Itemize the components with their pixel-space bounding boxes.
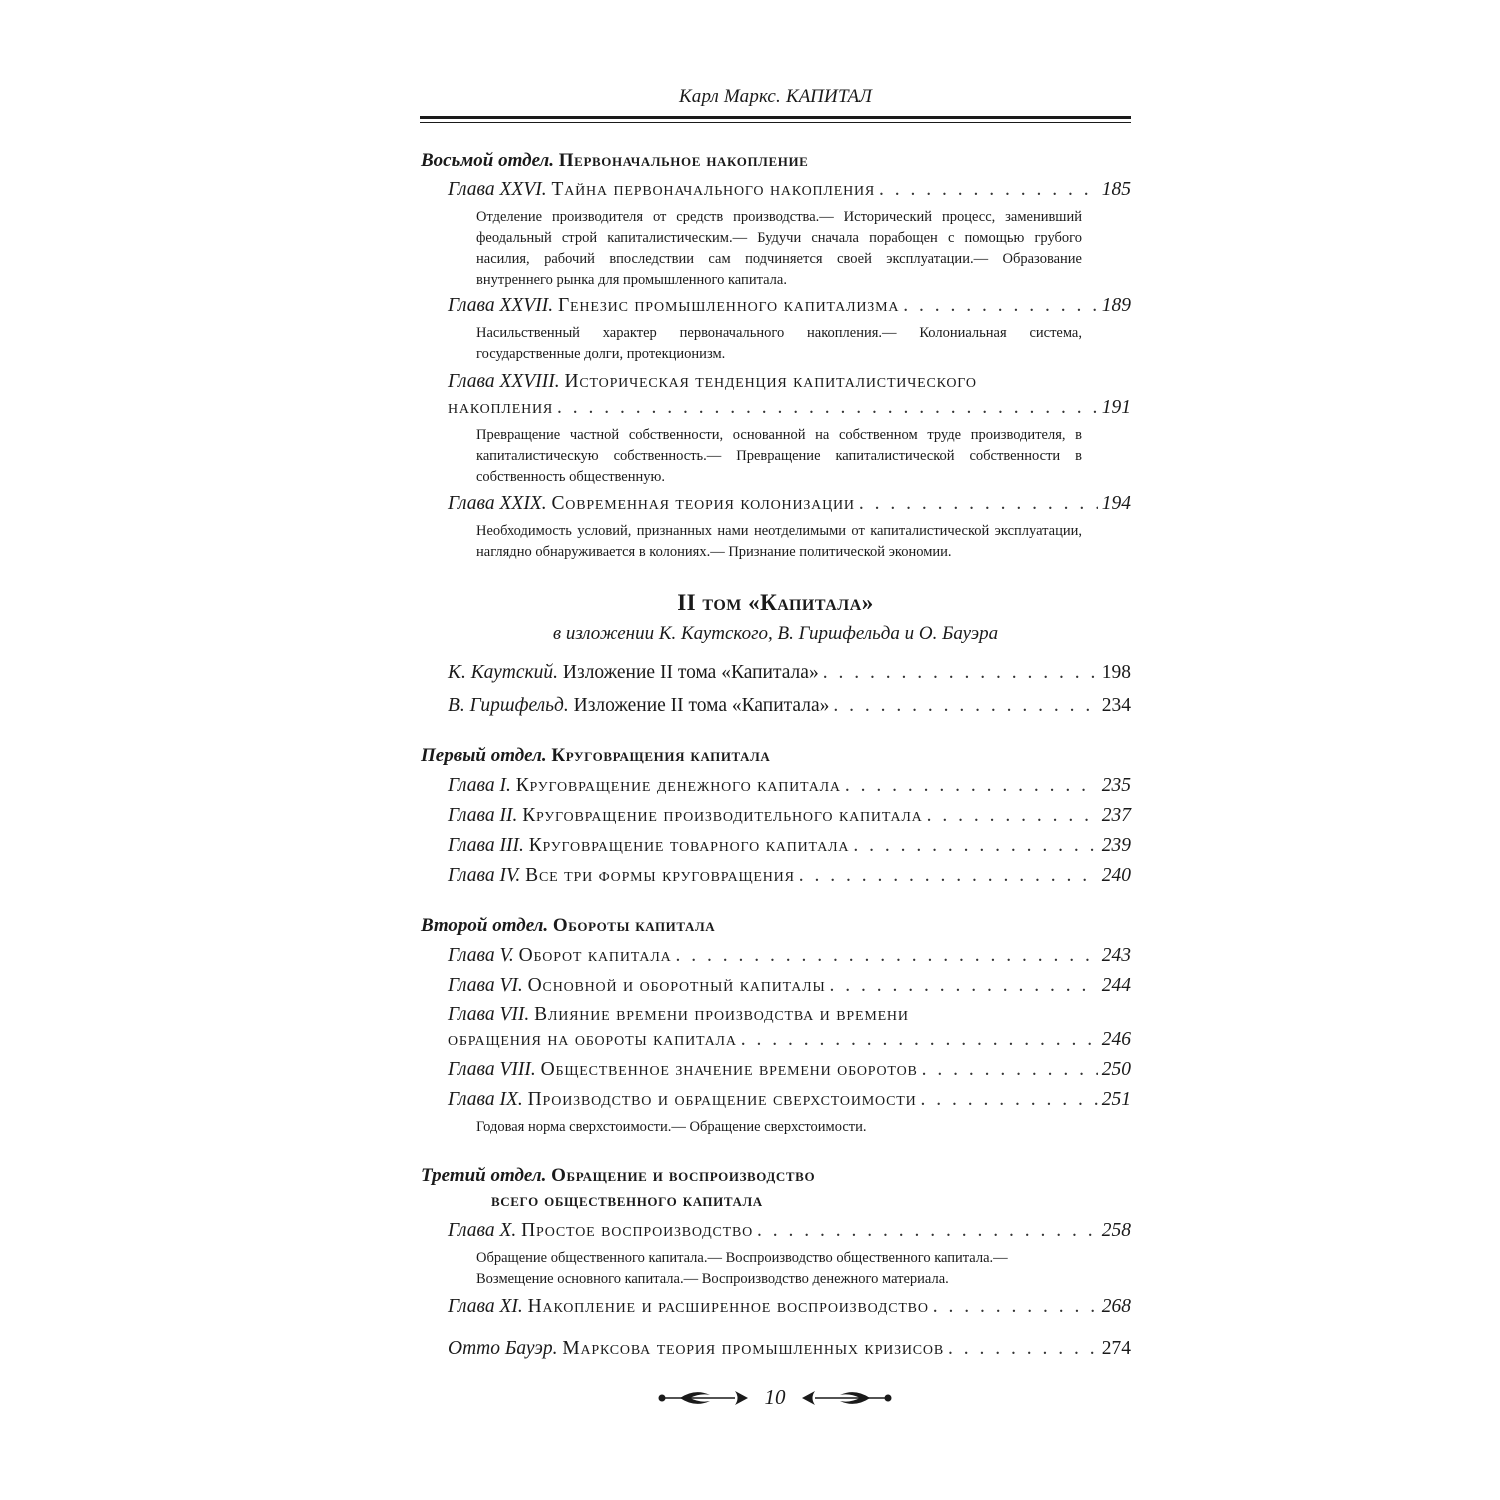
toc-entry-ch27[interactable] — [448, 295, 1131, 317]
chapter-label: Глава VII. — [448, 1004, 530, 1025]
chapter-label: Глава XXIX. — [448, 493, 547, 514]
chapter-title: Основной и оборотный капиталы — [527, 975, 826, 996]
dot-leader — [853, 835, 1097, 857]
page-number: 194 — [1101, 493, 1131, 514]
chapter-label: Глава IX. — [448, 1089, 523, 1110]
entry-title: Изложение II тома «Капитала» — [573, 695, 830, 716]
section-label: Восьмой отдел. — [421, 150, 555, 171]
toc-entry-c9[interactable] — [448, 1089, 1131, 1111]
dot-leader — [741, 1029, 1098, 1051]
section-title: Первоначальное накопление — [558, 150, 809, 171]
chapter-label: Глава XXVII. — [448, 295, 554, 316]
dot-leader — [927, 805, 1098, 827]
toc-entry-c2[interactable] — [448, 805, 1131, 827]
chapter-title: Историческая тенденция капиталистического — [564, 371, 977, 392]
chapter-title: Оборот капитала — [518, 945, 672, 966]
volume-subtitle: в изложении К. Каутского, В. Гиршфельда и О. Бауэра — [552, 623, 999, 644]
toc-entry-c1[interactable] — [448, 775, 1131, 797]
chapter-label: Глава II. — [448, 805, 518, 826]
header-rule-thin — [420, 122, 1131, 123]
chapter-label: Глава XXVI. — [448, 179, 547, 200]
dot-leader — [557, 397, 1098, 419]
section-title-continued: всего общественного капитала — [491, 1190, 763, 1211]
dot-leader — [799, 865, 1098, 887]
entry-title: Марксова теория промышленных кризисов — [562, 1338, 944, 1359]
toc-entry-c6[interactable] — [448, 975, 1131, 997]
chapter-summary-line: Обращение общественного капитала.— Воспроизводство общественного капитала.— — [476, 1250, 1008, 1266]
chapter-summary: Годовая норма сверхстоимости.— Обращение сверхстоимости. — [476, 1119, 867, 1135]
page-number: 268 — [1101, 1296, 1131, 1317]
page-number: 240 — [1101, 865, 1131, 886]
dot-leader — [829, 975, 1097, 997]
page-number: 239 — [1101, 835, 1131, 856]
toc-entry-c10[interactable] — [448, 1220, 1131, 1242]
dot-leader — [859, 493, 1098, 515]
chapter-title: Современная теория колонизации — [551, 493, 855, 514]
page-number: 251 — [1101, 1089, 1131, 1110]
page-number: 235 — [1101, 775, 1131, 796]
page-footer — [640, 1383, 910, 1413]
section-heading-1 — [421, 745, 770, 767]
toc-entry-hirschfeld[interactable] — [448, 695, 1131, 717]
page-number: 246 — [1101, 1029, 1131, 1050]
dot-leader — [879, 179, 1098, 201]
chapter-summary: Насильственный характер первоначального накопления.— Колониальная система, государственные долги, протекционизм. — [476, 325, 1082, 362]
chapter-title: Накопление и расширенное воспроизводство — [527, 1296, 929, 1317]
chapter-summary: Необходимость условий, признанных нами неотделимыми от капиталистической эксплуатации, наглядно обнаруживается в колониях.— Признание политической экономии. — [476, 523, 1082, 560]
page-number: 185 — [1101, 179, 1131, 200]
section-title: Обороты капитала — [552, 915, 716, 936]
chapter-title: Влияние времени производства и времени — [534, 1004, 909, 1025]
chapter-summary-line: Возмещение основного капитала.— Воспроизводство денежного материала. — [476, 1271, 949, 1287]
chapter-title: Простое воспроизводство — [521, 1220, 754, 1241]
dot-leader — [933, 1296, 1098, 1318]
chapter-title: Круговращение производительного капитала — [522, 805, 923, 826]
chapter-title-continued: обращения на обороты капитала — [448, 1029, 737, 1050]
dot-leader — [920, 1089, 1097, 1111]
chapter-label: Глава V. — [448, 945, 514, 966]
page-number-footer: 10 — [764, 1385, 786, 1409]
page-number: 250 — [1101, 1059, 1131, 1080]
toc-entry-bauer[interactable] — [448, 1338, 1131, 1360]
chapter-title: Производство и обращение сверхстоимости — [527, 1089, 917, 1110]
author-label: Отто Бауэр. — [448, 1338, 558, 1359]
dot-leader — [948, 1338, 1098, 1360]
chapter-summary — [476, 1248, 1082, 1290]
dot-leader — [823, 662, 1098, 684]
toc-entry-c4[interactable] — [448, 865, 1131, 887]
toc-entry-kautsky[interactable] — [448, 662, 1131, 684]
dot-leader — [833, 695, 1097, 717]
chapter-label: Глава III. — [448, 835, 524, 856]
chapter-label: Глава VI. — [448, 975, 523, 996]
chapter-title: Генезис промышленного капитализма — [557, 295, 900, 316]
toc-entry-c7[interactable] — [448, 1029, 1131, 1051]
toc-entry-c7-line1[interactable] — [448, 1004, 909, 1026]
section-heading-3 — [421, 1165, 815, 1187]
volume-title: II том «Капитала» — [677, 590, 874, 615]
page-number: 191 — [1101, 397, 1131, 418]
dot-leader — [903, 295, 1097, 317]
toc-entry-ch26[interactable] — [448, 179, 1131, 201]
page-number: 198 — [1101, 662, 1131, 683]
section-label: Второй отдел. — [421, 915, 549, 936]
chapter-summary: Отделение производителя от средств производства.— Исторический процесс, заменивший феодальный строй капиталистическим.— Будучи сначала порабощен с помощью грубого насилия, рабочий впоследствии сам подчиняется своей эксплуатации.— Образование внутреннего рынка для промышленного капитала. — [476, 209, 1082, 288]
chapter-label: Глава VIII. — [448, 1059, 536, 1080]
toc-entry-c11[interactable] — [448, 1296, 1131, 1318]
chapter-title-continued: накопления — [448, 397, 554, 418]
page-number: 243 — [1101, 945, 1131, 966]
toc-entry-c3[interactable] — [448, 835, 1131, 857]
page-number: 274 — [1101, 1338, 1131, 1359]
author-label: В. Гиршфельд. — [448, 695, 569, 716]
chapter-title: Общественное значение времени оборотов — [540, 1059, 918, 1080]
page-number: 244 — [1101, 975, 1131, 996]
chapter-label: Глава I. — [448, 775, 511, 796]
section-heading-2 — [421, 915, 715, 937]
toc-entry-c5[interactable] — [448, 945, 1131, 967]
toc-entry-ch28-line1[interactable] — [448, 371, 977, 393]
chapter-label: Глава XI. — [448, 1296, 523, 1317]
dot-leader — [757, 1220, 1098, 1242]
toc-entry-ch28[interactable] — [448, 397, 1131, 419]
chapter-summary: Превращение частной собственности, основанной на собственном труде производителя, в капиталистическую собственность.— Превращение капиталистической собственности в собственность общественную. — [476, 427, 1082, 485]
section-title: Круговращения капитала — [551, 745, 771, 766]
author-label: К. Каутский. — [448, 662, 559, 683]
section-heading-3-line2 — [491, 1190, 763, 1212]
page-number: 234 — [1101, 695, 1131, 716]
chapter-title: Круговращение товарного капитала — [528, 835, 850, 856]
dot-leader — [922, 1059, 1098, 1081]
dot-leader — [845, 775, 1098, 797]
chapter-label: Глава IV. — [448, 865, 521, 886]
section-label: Третий отдел. — [421, 1165, 547, 1186]
toc-entry-c8[interactable] — [448, 1059, 1131, 1081]
page-number: 189 — [1101, 295, 1131, 316]
dot-leader — [676, 945, 1098, 967]
entry-title: Изложение II тома «Капитала» — [562, 662, 819, 683]
toc-entry-ch29[interactable] — [448, 493, 1131, 515]
chapter-title: Круговращение денежного капитала — [515, 775, 841, 796]
section-title: Обращение и воспроизводство — [551, 1165, 816, 1186]
running-head: Карл Маркс. КАПИТАЛ — [678, 86, 873, 107]
section-label: Первый отдел. — [421, 745, 547, 766]
chapter-title: Тайна первоначального накопления — [551, 179, 876, 200]
page-number: 258 — [1101, 1220, 1131, 1241]
chapter-label: Глава X. — [448, 1220, 517, 1241]
page-number: 237 — [1101, 805, 1131, 826]
section-heading-8 — [421, 150, 808, 172]
chapter-title: Все три формы круговращения — [525, 865, 795, 886]
chapter-label: Глава XXVIII. — [448, 371, 560, 392]
header-rule — [420, 116, 1131, 119]
